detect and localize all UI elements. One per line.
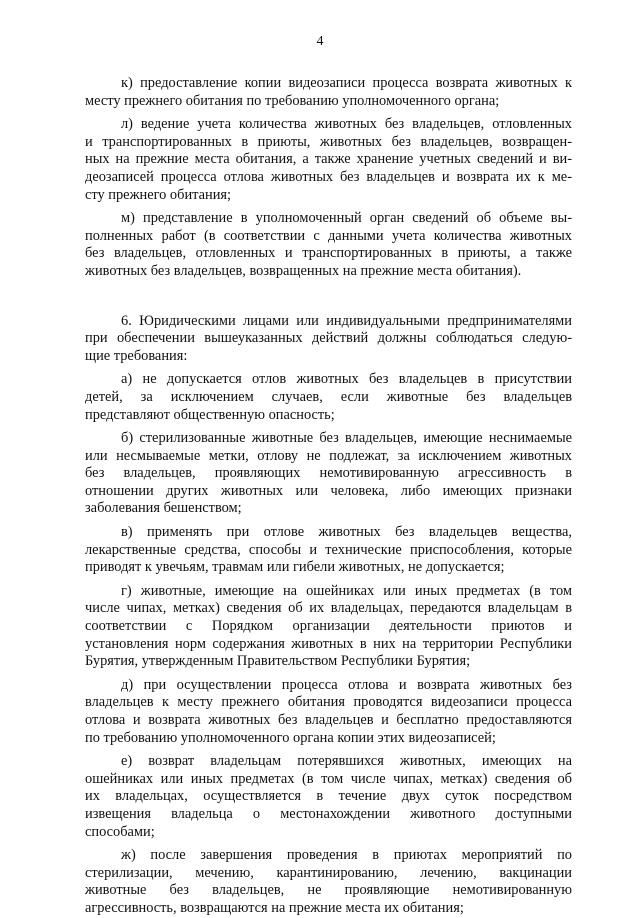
paragraph-e (85, 753, 572, 841)
text-line: представляют общественную опасность; (85, 406, 335, 423)
paragraph-v (85, 524, 572, 577)
text-line: полненных работ (в соответствии с данными учета количества животных (85, 227, 572, 244)
text-line: ных на прежние места обитания, а также хранение учетных сведений и ви- (85, 151, 572, 168)
text-line: числе чипах, метках) сведения об их владельцах, передаются владельцам в (85, 600, 572, 617)
text-line: л) ведение учета количества животных без владельцев, отловленных (121, 116, 572, 133)
text-line: щие требования: (85, 347, 188, 364)
text-line: детей, за исключением случаев, если животные без владельцев (85, 388, 572, 405)
text-line: месту прежнего обитания по требованию уполномоченного органа; (85, 92, 500, 109)
text-line: ошейниках или иных предметах (в том числе чипах, метках) сведения об (85, 770, 572, 787)
text-line: без владельцев, отловленных и транспортированных в приюты, а также (85, 245, 572, 262)
text-line: а) не допускается отлов животных без владельцев в присутствии (121, 371, 572, 388)
text-line: владельцев к месту прежнего обитания проводятся видеозаписи процесса (85, 694, 572, 711)
text-line: сту прежнего обитания; (85, 186, 232, 203)
page-number: 4 (316, 34, 324, 49)
text-line: ж) после завершения проведения в приютах мероприятий по (121, 847, 572, 864)
text-line: е) возврат владельцам потерявшихся животных, имеющих на (121, 753, 572, 770)
text-line: лекарственные средства, способы и технические приспособления, которые (85, 541, 572, 558)
paragraph-b (85, 430, 572, 518)
text-line: б) стерилизованные животные без владельцев, имеющие неснимаемые (121, 430, 572, 447)
text-line: их владельцах, осуществляется в течение двух суток посредством (85, 788, 572, 805)
text-line: отлова и возврата животных без владельцев и бесплатно предоставляются (85, 712, 572, 728)
text-line: м) представление в уполномоченный орган сведений об объеме вы- (121, 210, 572, 227)
document-body (85, 75, 572, 918)
text-line: д) при осуществлении процесса отлова и возврата животных без (121, 676, 572, 693)
text-line: агрессивность, возвращаются на прежние места их обитания; (85, 899, 464, 916)
text-line: Бурятия, утвержденным Правительством Республики Бурятия; (85, 653, 471, 670)
text-line: и транспортированных в приюты, животных без владельцев, возвращен- (85, 133, 572, 150)
paragraph-6 (85, 313, 572, 366)
text-line: деозаписей процесса отлова животных без владельцев и возврата их к ме- (85, 168, 572, 185)
text-line: животные без владельцев, не проявляющие немотивированную (85, 882, 572, 899)
paragraph-gap (85, 281, 572, 313)
text-line: при обеспечении вышеуказанных действий должны соблюдаться следую- (85, 330, 572, 347)
paragraph-l (85, 116, 572, 204)
text-line: к) предоставление копии видеозаписи процесса возврата животных к (121, 75, 572, 91)
paragraph-a (85, 371, 572, 424)
paragraph-g (85, 583, 572, 671)
paragraph-d (85, 677, 572, 747)
paragraph-zh (85, 847, 572, 917)
text-line: по требованию уполномоченного органа копии этих видеозаписей; (85, 729, 496, 746)
text-line: отношении других животных или человека, либо имеющих признаки (85, 482, 572, 499)
text-line: или несмываемые метки, отлову не подлежат, за исключением животных (85, 447, 572, 464)
text-line: г) животные, имеющие на ошейниках или иных предметах (в том (121, 582, 572, 599)
text-line: заболевания бешенством; (85, 500, 242, 517)
text-line: без владельцев, проявляющих немотивированную агрессивность в (85, 465, 572, 482)
text-line: стерилизации, мечению, карантинированию, лечению, вакцинации (85, 864, 572, 881)
text-line: животных без владельцев, возвращенных на прежние места обитания). (85, 262, 522, 279)
text-line: соответствии с Порядком организации деятельности приютов и (85, 618, 572, 635)
paragraph-m (85, 210, 572, 280)
text-line: в) применять при отлове животных без владельцев вещества, (121, 524, 572, 541)
text-line: способами; (85, 823, 155, 840)
paragraph-k (85, 75, 572, 110)
text-line: 6. Юридическими лицами или индивидуальными предпринимателями (121, 312, 572, 329)
text-line: извещения владельца о местонахождении животного доступными (85, 805, 572, 822)
text-line: приводят к увечьям, травмам или гибели животных, не допускается; (85, 559, 505, 576)
text-line: установления норм содержания животных в них на территории Республики (85, 635, 572, 652)
